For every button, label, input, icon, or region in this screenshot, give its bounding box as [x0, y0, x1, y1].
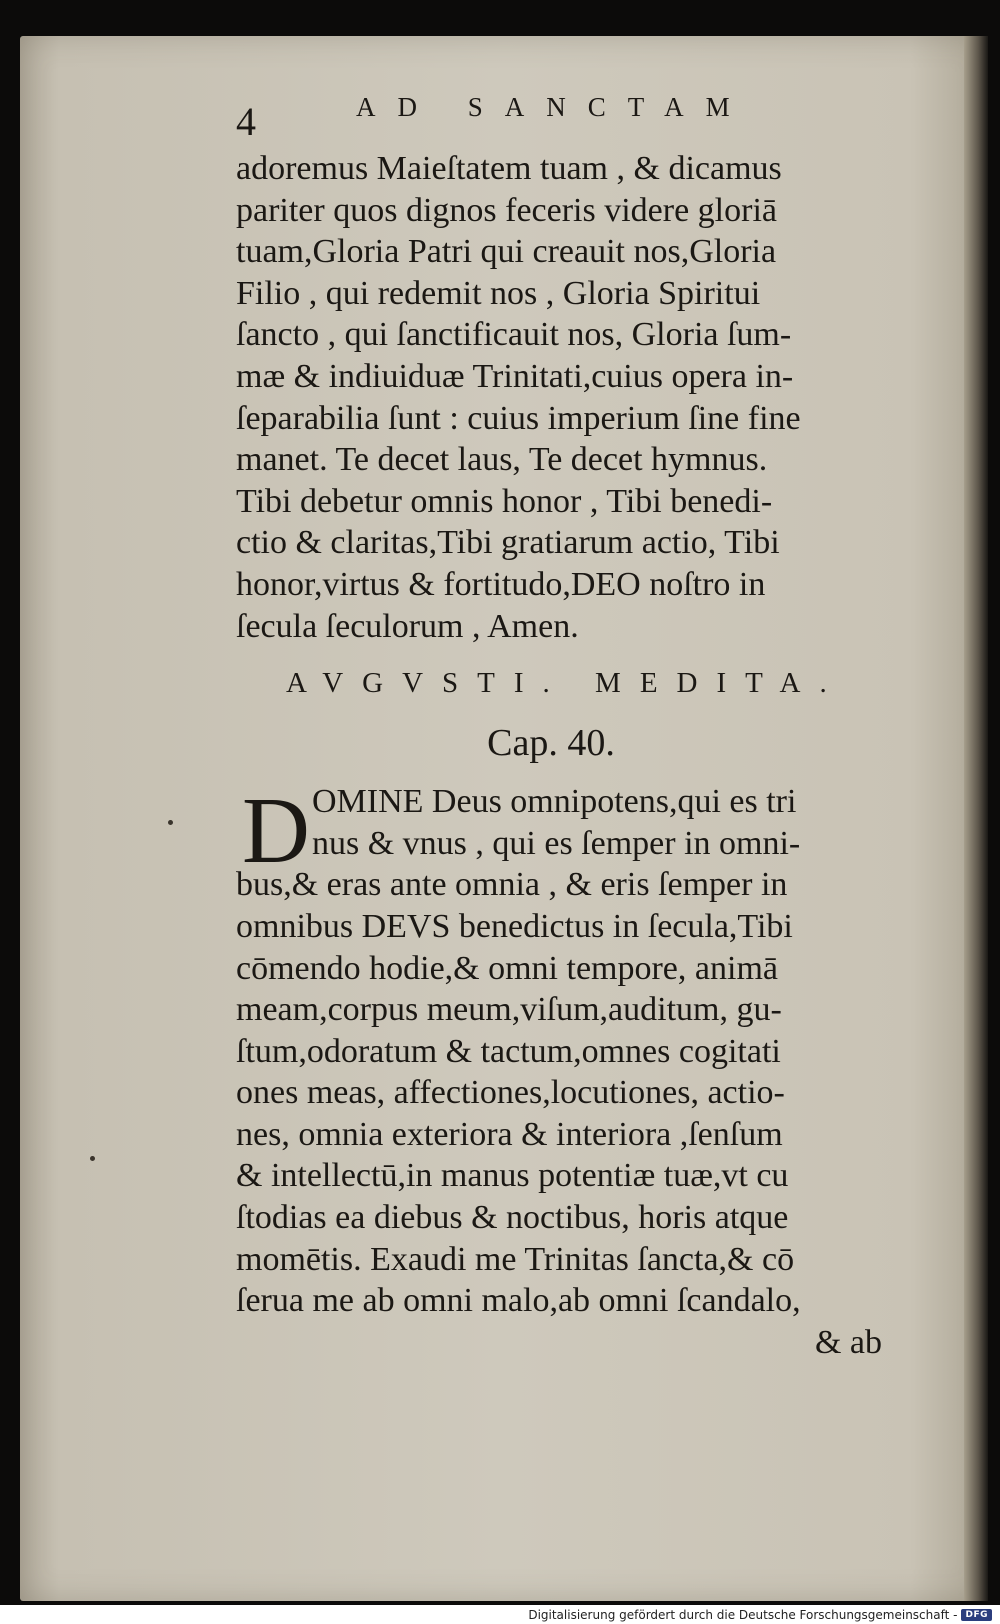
body-text-block	[236, 148, 896, 647]
stain-mark	[90, 1156, 95, 1161]
text-line: ſecula ſeculorum , Amen.	[236, 607, 579, 645]
text-line: manet. Te decet laus, Te decet hymnus.	[236, 441, 768, 479]
text-line: pariter quos dignos feceris videre gloriā	[236, 191, 777, 229]
text-line: omnibus DEVS benedictus in ſecula,Tibi	[236, 907, 793, 945]
text-line: bus,& eras ante omnia , & eris ſemper in	[236, 866, 788, 904]
dfg-logo: DFG	[961, 1609, 992, 1621]
text-line: OMINE Deus omnipotens,qui es tri	[312, 783, 797, 821]
section-title: AVGVSTI. MEDITA.	[286, 667, 846, 700]
text-line: ſtodias ea diebus & noctibus, horis atque	[236, 1199, 789, 1237]
chapter-heading: Cap. 40.	[487, 722, 615, 765]
text-line: ſeparabilia ſunt : cuius imperium ſine fine	[236, 399, 801, 437]
text-line: cōmendo hodie,& omni tempore, animā	[236, 949, 778, 987]
page-gutter-shadow	[964, 36, 988, 1601]
paragraph-lines	[236, 864, 896, 1322]
text-line: honor,virtus & fortitudo,DEO noſtro in	[236, 565, 766, 603]
catchword: & ab	[814, 1323, 882, 1361]
text-line: ſancto , qui ſanctificauit nos, Gloria ſum-	[236, 316, 792, 354]
drop-cap: D	[242, 779, 310, 884]
stain-mark	[168, 820, 173, 825]
indented-lines	[236, 781, 896, 864]
text-line: adoremus Maieſtatem tuam , & dicamus	[236, 150, 782, 187]
text-line: ones meas, affectiones,locutiones, actio-	[236, 1074, 785, 1112]
text-line: nus & vnus , qui es ſemper in omni-	[312, 824, 801, 862]
text-line: Tibi debetur omnis honor , Tibi benedi-	[236, 482, 773, 520]
footer-text: Digitalisierung gefördert durch die Deutsche Forschungsgemeinschaft -	[528, 1607, 958, 1622]
text-line: mæ & indiuiduæ Trinitati,cuius opera in-	[236, 357, 794, 395]
text-line: nes, omnia exteriora & interiora ,ſenſum	[236, 1115, 783, 1153]
text-line: meam,corpus meum,viſum,auditum, gu-	[236, 991, 782, 1029]
text-line: momētis. Exaudi me Trinitas ſancta,& cō	[236, 1240, 795, 1278]
text-line: ſtum,odoratum & tactum,omnes cogitati	[236, 1032, 781, 1070]
digitization-footer	[528, 1606, 992, 1623]
page-header	[236, 88, 896, 148]
running-head: AD SANCTAM	[356, 92, 752, 122]
text-line: ſerua me ab omni malo,ab omni ſcandalo,	[236, 1282, 801, 1320]
text-line: ctio & claritas,Tibi gratiarum actio, Tibi	[236, 524, 780, 562]
page-text	[236, 88, 896, 1363]
text-line: & intellectū,in manus potentiæ tuæ,vt cu	[236, 1157, 789, 1195]
meditation-paragraph	[236, 781, 896, 1363]
text-line: tuam,Gloria Patri qui creauit nos,Gloria	[236, 233, 777, 271]
page-number: 4	[236, 99, 256, 144]
text-line: Filio , qui redemit nos , Gloria Spiritui	[236, 274, 761, 312]
